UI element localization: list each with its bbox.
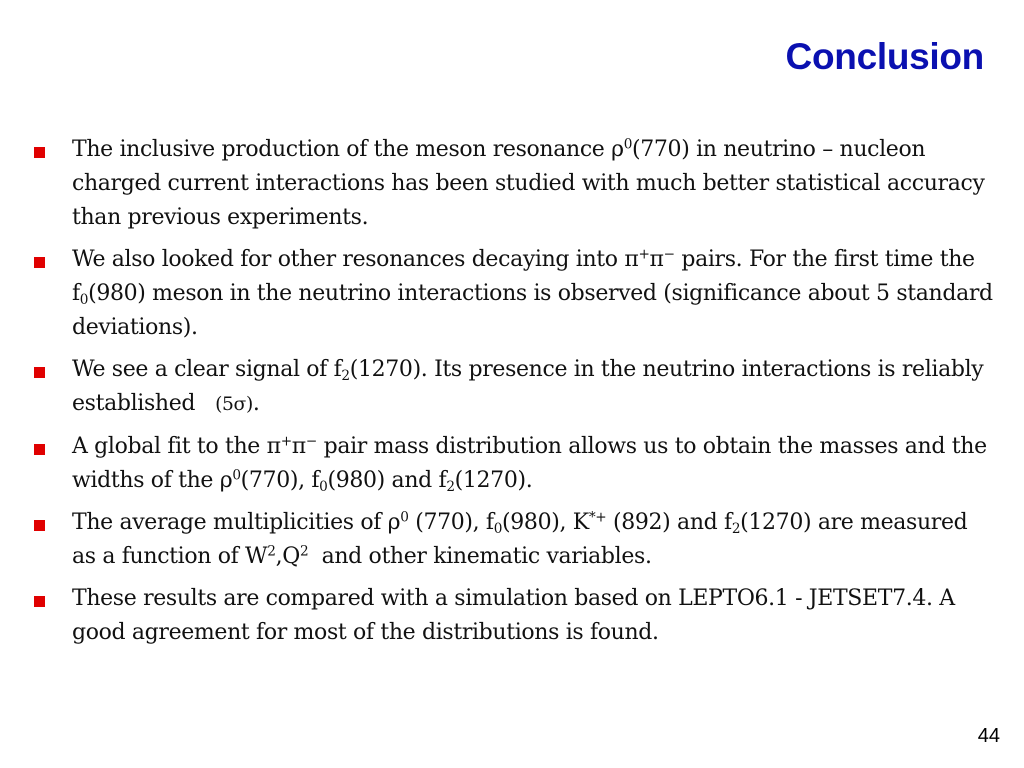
bullet-text: These results are compared with a simulation based on LEPTO6.1 - JETSET7.4. A good agreement for most of the distributions is found. bbox=[72, 586, 955, 645]
square-bullet-icon bbox=[34, 367, 45, 378]
bullet-item-5 bbox=[34, 506, 994, 574]
bullet-list bbox=[34, 133, 994, 658]
slide-title: Conclusion bbox=[785, 36, 984, 77]
square-bullet-icon bbox=[34, 147, 45, 158]
bullet-item-3 bbox=[34, 353, 994, 422]
square-bullet-icon bbox=[34, 257, 45, 268]
square-bullet-icon bbox=[34, 520, 45, 531]
bullet-text: The average multiplicities of $\rho^0$ (770), $f_0(980)$, K*+ (892) and $f_2(1270)$ are measured as a function of $W^2,Q^2$ and other kinematic variables. bbox=[72, 509, 968, 569]
bullet-item-6 bbox=[34, 582, 994, 650]
bullet-item-2 bbox=[34, 243, 994, 345]
square-bullet-icon bbox=[34, 596, 45, 607]
bullet-text: We see a clear signal of $f_2(1270)$. Its presence in the neutrino interactions is reliably established (5σ). bbox=[72, 357, 991, 416]
bullet-text: We also looked for other resonances decaying into π+π− pairs. For the first time the $f_0(980)$ meson in the neutrino interactions is observed (significance about 5 standard deviations). bbox=[72, 246, 993, 340]
page-number: 44 bbox=[977, 725, 1000, 747]
bullet-item-1 bbox=[34, 133, 994, 235]
bullet-item-4 bbox=[34, 430, 994, 498]
bullet-text: The inclusive production of the meson resonance $\rho^0(770)$ in neutrino – nucleon charged current interactions has been studied with much better statistical accuracy than previous experiments. bbox=[72, 136, 985, 230]
square-bullet-icon bbox=[34, 444, 45, 455]
bullet-text: A global fit to the π+π− pair mass distribution allows us to obtain the masses and the widths of the $\rho^0(770)$, $f_0(980)$ and $f_2(1270)$. bbox=[72, 433, 987, 496]
